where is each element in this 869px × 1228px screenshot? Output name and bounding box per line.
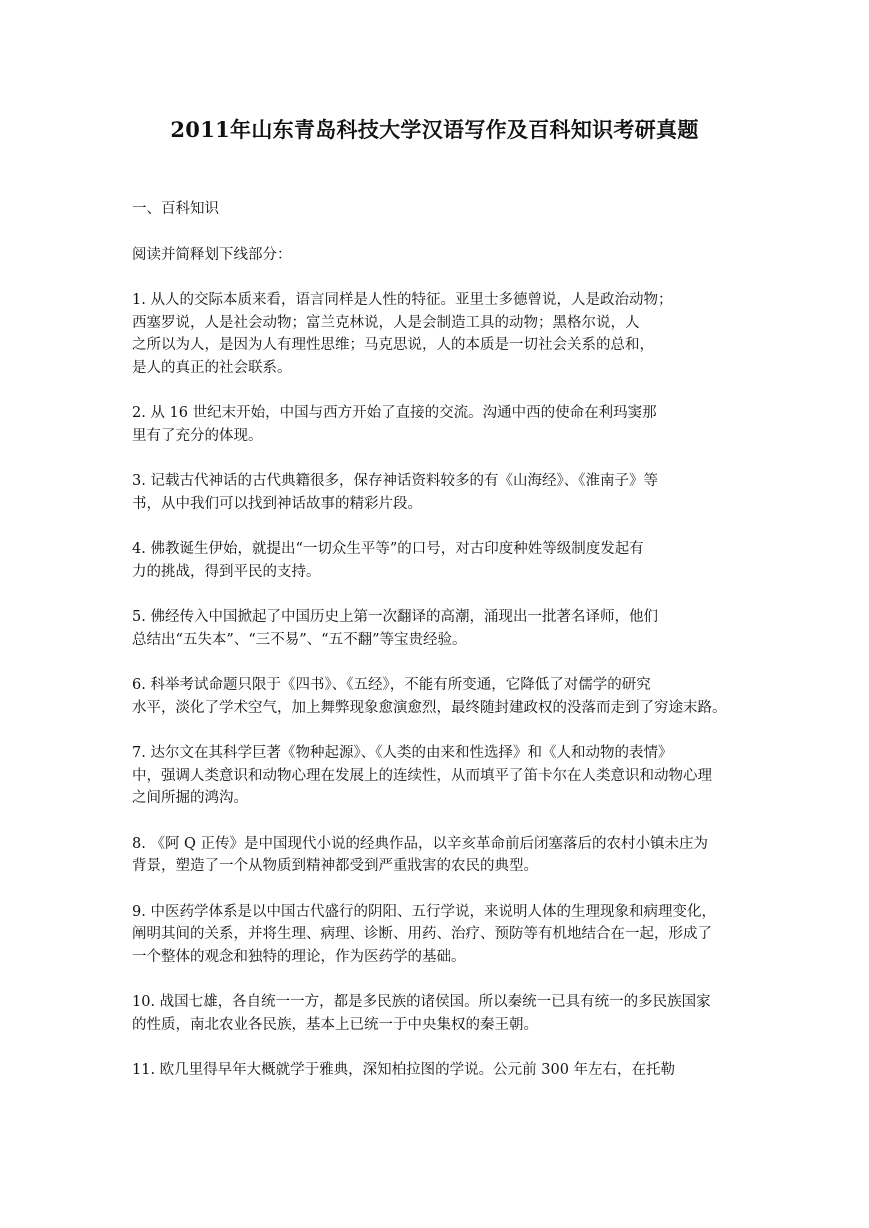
paragraph-line: 之间所掘的鸿沟。 [132, 790, 248, 806]
paragraph-line: 中，强调人类意识和动物心理在发展上的连续性，从而填平了笛卡尔在人类意识和动物心理 [132, 767, 712, 784]
section-heading [132, 198, 742, 221]
paragraph-2 [132, 402, 742, 447]
paragraph-line: 书，从中我们可以找到神话故事的精彩片段。 [132, 495, 422, 512]
paragraph-10 [132, 991, 742, 1036]
paragraph-line: 9. 中医药学体系是以中国古代盛行的阴阳、五行学说，来说明人体的生理现象和病理变化， [132, 903, 716, 920]
paragraph-8 [132, 833, 742, 878]
paragraph-line: 里有了充分的体现。 [132, 427, 263, 444]
instruction [132, 244, 742, 267]
paragraph-line: 2. 从 16 世纪末开始，中国与西方开始了直接的交流。沟通中西的使命在利玛窦那 [132, 405, 657, 421]
paragraph-11 [132, 1059, 742, 1082]
paragraph-line: 是人的真正的社会联系。 [132, 359, 292, 376]
paragraph-line: 3. 记载古代神话的古代典籍很多，保存神话资料较多的有《山海经》、《淮南子》等 [132, 473, 658, 489]
paragraph-6 [132, 674, 742, 719]
paragraph-line: 西塞罗说，人是社会动物；富兰克林说，人是会制造工具的动物；黑格尔说，人 [132, 314, 640, 331]
paragraph-line: 总结出“五失本”、“三不易”、“五不翻”等宝贵经验。 [132, 631, 467, 648]
instruction-text: 阅读并简释划下线部分： [132, 246, 292, 263]
paragraph-line: 5. 佛经传入中国掀起了中国历史上第一次翻译的高潮，涌现出一批著名译师，他们 [132, 609, 658, 625]
paragraph-3 [132, 470, 742, 515]
paragraph-5 [132, 606, 742, 651]
paragraph-line: 10. 战国七雄，各自统一一方，都是多民族的诸侯国。所以秦统一已具有统一的多民族国家 [132, 994, 711, 1010]
paragraph-line: 7. 达尔文在其科学巨著《物种起源》、《人类的由来和性选择》和《人和动物的表情》 [132, 745, 673, 761]
document-title: 2011年山东青岛科技大学汉语写作及百科知识考研真题 [170, 117, 699, 142]
paragraph-line: 力的挑战，得到平民的支持。 [132, 563, 321, 580]
paragraph-7 [132, 742, 742, 810]
paragraph-line: 1. 从人的交际本质来看，语言同样是人性的特征。亚里士多德曾说，人是政治动物； [132, 292, 673, 308]
paragraph-line: 水平，淡化了学术空气，加上舞弊现象愈演愈烈，最终随封建政权的没落而走到了穷途末路。 [132, 699, 727, 716]
document-body [132, 198, 742, 1105]
paragraph-line: 阐明其间的关系，并将生理、病理、诊断、用药、治疗、预防等有机地结合在一起，形成了 [132, 926, 712, 942]
paragraph-line: 背景，塑造了一个从物质到精神都受到严重戕害的农民的典型。 [132, 858, 538, 874]
paragraph-9 [132, 901, 742, 969]
paragraph-4 [132, 538, 742, 583]
paragraph-line: 11. 欧几里得早年大概就学于雅典，深知柏拉图的学说。公元前 300 年左右，在托勒 [132, 1062, 676, 1078]
paragraph-line: 8. 《阿 Q 正传》是中国现代小说的经典作品，以辛亥革命前后闭塞落后的农村小镇未庄为 [132, 835, 709, 852]
paragraph-line: 一个整体的观念和独特的理论，作为医药学的基础。 [132, 948, 466, 965]
paragraph-line: 之所以为人，是因为人有理性思维；马克思说，人的本质是一切社会关系的总和， [132, 337, 654, 353]
paragraph-line: 4. 佛教诞生伊始，就提出“一切众生平等”的口号，对古印度种姓等级制度发起有 [132, 541, 644, 557]
section-heading-text: 一、百科知识 [132, 201, 219, 217]
paragraph-line: 的性质，南北农业各民族，基本上已统一于中央集权的秦王朝。 [132, 1016, 538, 1033]
paragraph-1 [132, 289, 742, 379]
paragraph-line: 6. 科举考试命题只限于《四书》、《五经》，不能有所变通，它降低了对儒学的研究 [132, 677, 651, 693]
